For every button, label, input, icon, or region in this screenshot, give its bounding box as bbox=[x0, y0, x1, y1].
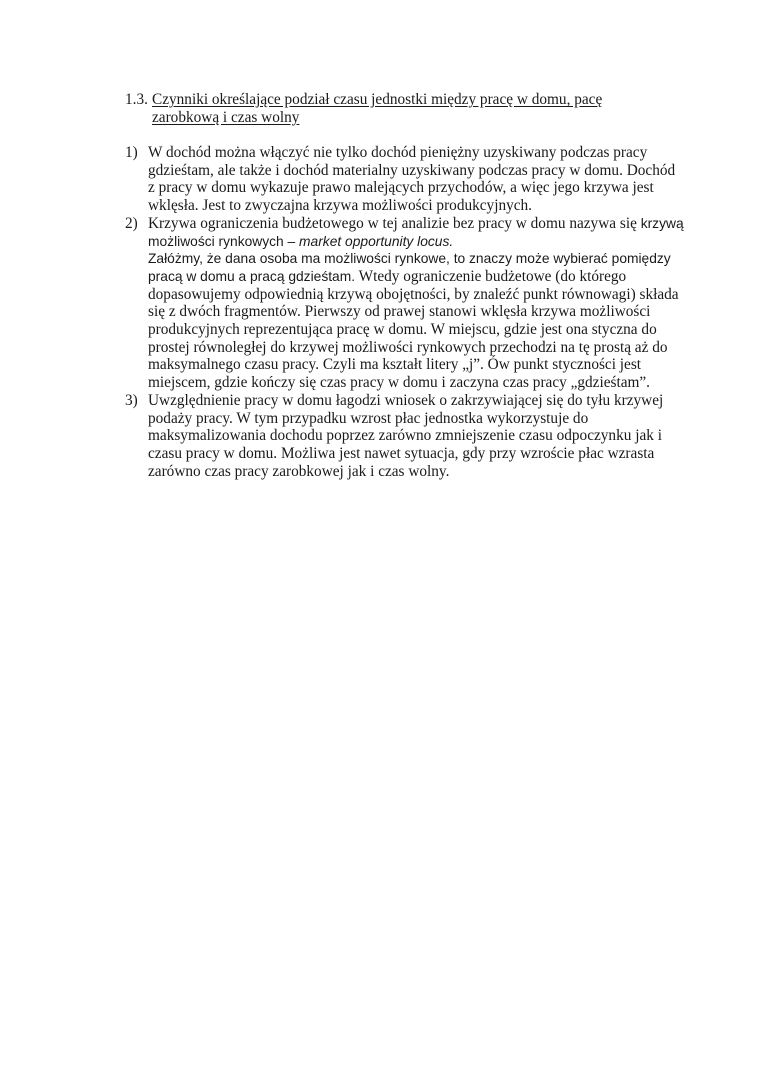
list-item-number: 1) bbox=[125, 144, 138, 161]
list-item-text-part: Krzywa ograniczenia budżetowego w tej analizie bez pracy w domu nazywa się bbox=[148, 214, 637, 232]
list-item-number: 2) bbox=[125, 214, 138, 232]
list-item-text-part: krzywą możliwości rynkowych – bbox=[148, 215, 684, 249]
list-item bbox=[125, 392, 685, 481]
list-item-text bbox=[148, 215, 685, 250]
section-number: 1.3. bbox=[125, 91, 148, 108]
list-item-number: 3) bbox=[125, 391, 138, 409]
section-title-line-2: zarobkową i czas wolny bbox=[152, 109, 300, 126]
list-item bbox=[125, 144, 685, 215]
section-title-line-1: Czynniki określające podział czasu jednostki między pracę w domu, pacę bbox=[152, 91, 603, 108]
list-item bbox=[125, 215, 685, 392]
numbered-list bbox=[125, 144, 685, 480]
list-item-text bbox=[148, 250, 685, 392]
list-item-text-part: Wtedy ograniczenie budżetowe (do którego dopasowujemy odpowiednią krzywą obojętności, by znaleźć punkt równowagi) składa się z dwóch fragmentów. Pierwszy od prawej stanowi wklęsła krzywa możliwości produkcyjnych reprezentująca pracę w domu. W miejscu, gdzie jest ona styczna do prostej równoległej do krzywej możliwości rynkowych przechodzi na tę prostą aż do maksymalnego czasu pracy. Czyli ma kształt litery „j”. Ów punkt styczności jest miejscem, gdzie kończy się czas pracy w domu i zaczyna czas pracy „gdzieśtam”. bbox=[148, 267, 679, 392]
list-item-italic-term: market opportunity locus. bbox=[299, 233, 454, 249]
list-item-text: W dochód można włączyć nie tylko dochód pieniężny uzyskiwany podczas pracy gdzieśtam, ale także i dochód materialny uzyskiwany podczas pracy w domu. Dochód z pracy w domu wykazuje prawo malejących przychodów, a więc jego krzywa jest wklęsła. Jest to zwyczajna krzywa możliwości produkcyjnych. bbox=[148, 144, 676, 215]
list-item-text: Uwzględnienie pracy w domu łagodzi wniosek o zakrzywiającej się do tyłu krzywej podaży pracy. W tym przypadku wzrost płac jednostka wykorzystuje do maksymalizowania dochodu poprzez zarówno zmniejszenie czasu odpoczynku jak i czasu pracy w domu. Możliwa jest nawet sytuacja, gdy przy wzroście płac wzrasta zarówno czas pracy zarobkowej jak i czas wolny. bbox=[148, 391, 664, 480]
list-item-text-part: Załóżmy, że dana osoba ma możliwości rynkowe, to znaczy może wybierać pomiędzy pracą w domu a pracą gdzieśtam. bbox=[148, 251, 671, 284]
section-heading bbox=[125, 91, 645, 127]
